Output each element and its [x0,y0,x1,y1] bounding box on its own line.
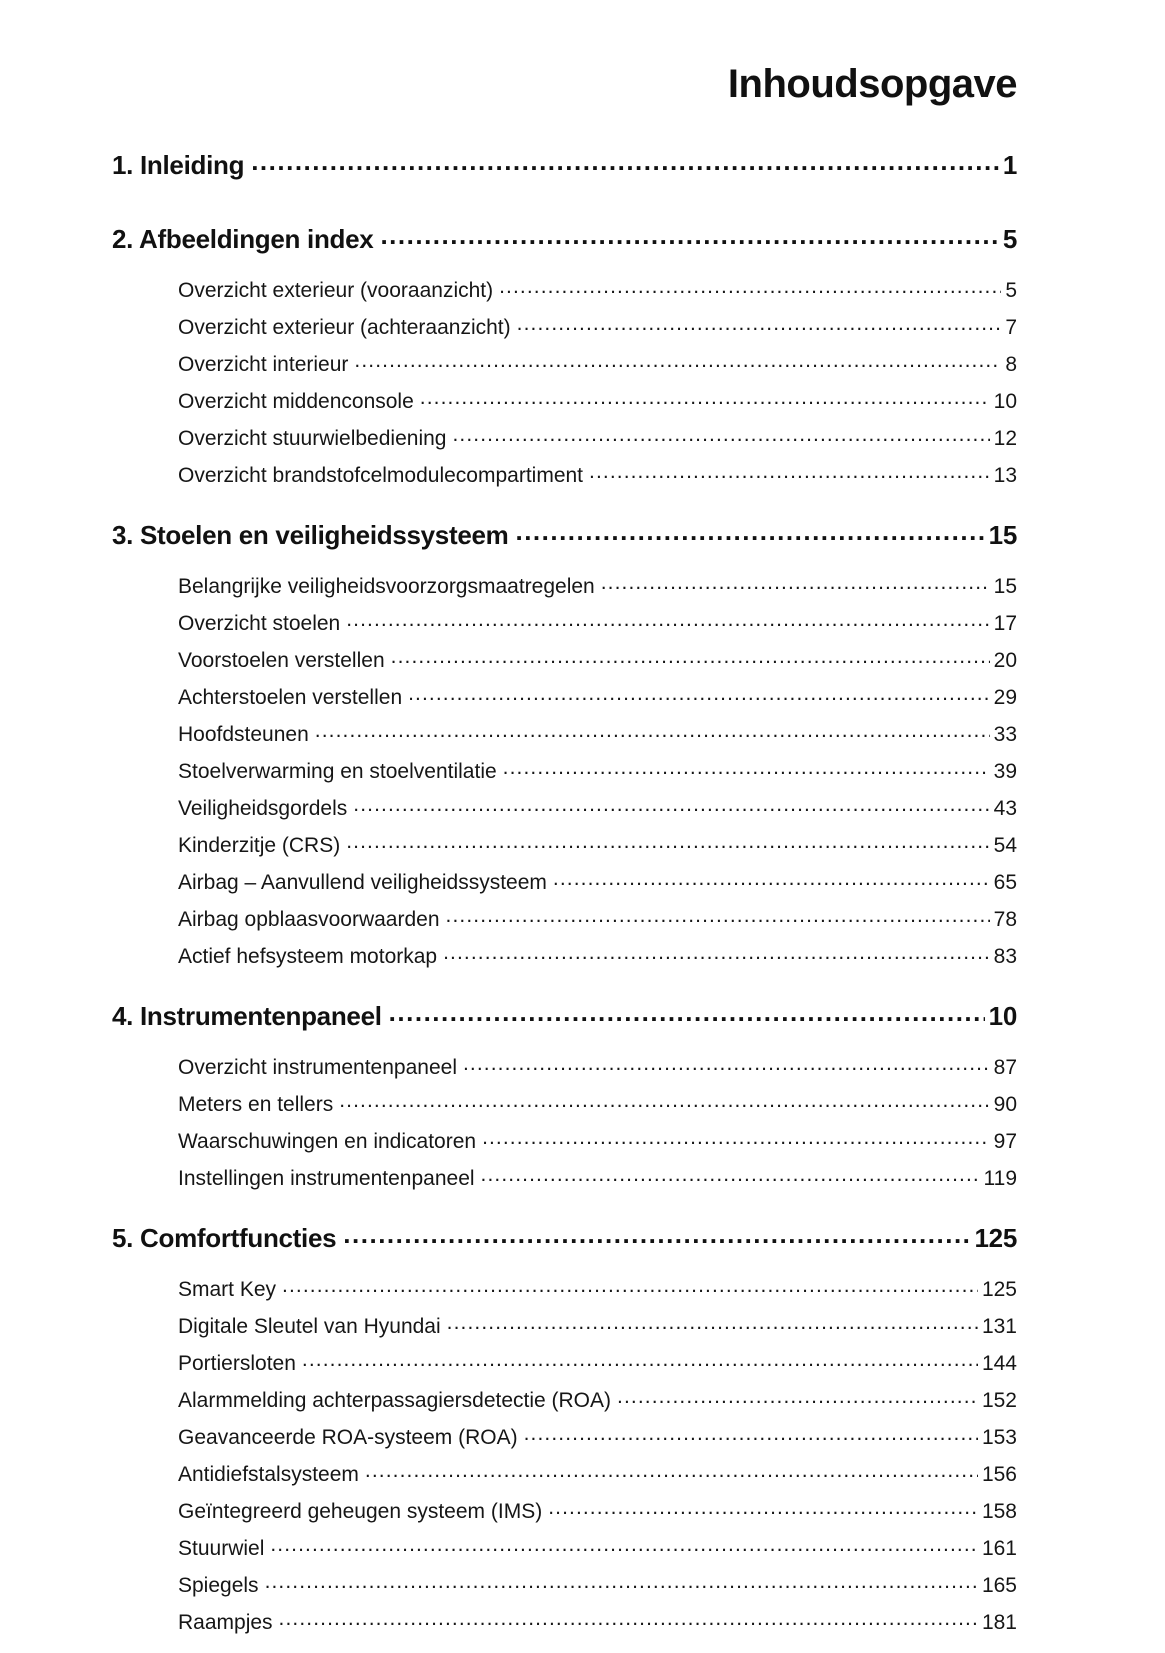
toc-chapter-block [112,518,1017,979]
toc-section-page-number: 54 [993,834,1017,857]
dot-leader [365,1460,978,1481]
toc-section-page-number: 10 [993,390,1017,413]
dot-leader [503,757,990,778]
toc-section-list [112,572,1017,979]
toc-chapter-block [112,1221,1017,1645]
toc-section-label: Overzicht brandstofcelmodulecompartiment [178,464,584,487]
dot-leader [265,1571,978,1592]
dot-leader [353,794,989,815]
toc-section-page-number: 7 [1005,316,1017,339]
toc-section-entry[interactable] [178,1571,1017,1608]
toc-section-page-number: 158 [981,1500,1017,1523]
toc-section-label: Overzicht exterieur (achteraanzicht) [178,316,511,339]
toc-section-entry[interactable] [178,831,1017,868]
toc-section-entry[interactable] [178,1312,1017,1349]
toc-section-page-number: 144 [981,1352,1017,1375]
toc-section-page-number: 5 [1005,279,1017,302]
toc-section-entry[interactable] [178,350,1017,387]
toc-section-page-number: 152 [981,1389,1017,1412]
dot-leader [420,387,990,408]
toc-chapter-label: 2. Afbeeldingen index [112,224,374,254]
toc-section-page-number: 90 [993,1093,1017,1116]
toc-section-label: Meters en tellers [178,1093,334,1116]
toc-chapter-page-number: 125 [974,1223,1017,1253]
toc-section-entry[interactable] [178,609,1017,646]
dot-leader [408,683,990,704]
toc-section-entry[interactable] [178,313,1017,350]
toc-section-entry[interactable] [178,572,1017,609]
toc-section-label: Veiligheidsgordels [178,797,348,820]
page-title: Inhoudsopgave [727,62,1017,106]
toc-section-page-number: 33 [993,723,1017,746]
toc-section-entry[interactable] [178,424,1017,461]
toc-chapter-label: 1. Inleiding [112,150,245,180]
table-of-contents [112,148,1017,1645]
dot-leader [499,276,1001,297]
toc-section-page-number: 161 [981,1537,1017,1560]
dot-leader [302,1349,978,1370]
toc-section-entry[interactable] [178,1164,1017,1201]
toc-section-page-number: 8 [1005,353,1017,376]
dot-leader [515,518,984,544]
toc-chapter-entry[interactable] [112,1221,1017,1275]
toc-chapter-block [112,999,1017,1201]
toc-section-entry[interactable] [178,1275,1017,1312]
toc-section-list [112,1275,1017,1645]
toc-section-label: Overzicht exterieur (vooraanzicht) [178,279,494,302]
toc-chapter-page-number: 15 [988,520,1017,550]
toc-section-page-number: 131 [981,1315,1017,1338]
toc-section-label: Waarschuwingen en indicatoren [178,1130,477,1153]
dot-leader [446,905,990,926]
toc-section-entry[interactable] [178,1497,1017,1534]
toc-section-label: Alarmmelding achterpassagiersdetectie (ROA) [178,1389,612,1412]
toc-section-page-number: 125 [981,1278,1017,1301]
toc-section-entry[interactable] [178,905,1017,942]
toc-section-label: Kinderzitje (CRS) [178,834,341,857]
toc-chapter-page-number: 5 [1002,224,1017,254]
toc-section-label: Belangrijke veiligheidsvoorzorgsmaatregelen [178,575,595,598]
toc-section-page-number: 153 [981,1426,1017,1449]
toc-chapter-label: 3. Stoelen en veiligheidssysteem [112,520,509,550]
toc-section-entry[interactable] [178,868,1017,905]
dot-leader [601,572,990,593]
toc-chapter-block [112,148,1017,202]
toc-section-entry[interactable] [178,1090,1017,1127]
toc-chapter-page-number: 1 [1002,150,1017,180]
toc-section-label: Actief hefsysteem motorkap [178,945,438,968]
toc-section-label: Stuurwiel [178,1537,265,1560]
toc-section-label: Geïntegreerd geheugen systeem (IMS) [178,1500,543,1523]
toc-section-label: Airbag – Aanvullend veiligheidssysteem [178,871,547,894]
toc-section-page-number: 156 [981,1463,1017,1486]
toc-section-label: Instellingen instrumentenpaneel [178,1167,475,1190]
toc-section-label: Spiegels [178,1574,259,1597]
toc-section-page-number: 17 [993,612,1017,635]
toc-chapter-entry[interactable] [112,222,1017,276]
toc-section-page-number: 87 [993,1056,1017,1079]
dot-leader [548,1497,978,1518]
dot-leader [343,1221,970,1247]
toc-section-label: Portiersloten [178,1352,296,1375]
toc-chapter-block [112,222,1017,498]
dot-leader [354,350,1001,371]
toc-section-label: Geavanceerde ROA-systeem (ROA) [178,1426,518,1449]
toc-section-page-number: 15 [993,575,1017,598]
toc-section-label: Digitale Sleutel van Hyundai [178,1315,441,1338]
toc-section-entry[interactable] [178,720,1017,757]
toc-section-entry[interactable] [178,757,1017,794]
dot-leader [452,424,989,445]
toc-section-entry[interactable] [178,1053,1017,1090]
toc-section-entry[interactable] [178,1127,1017,1164]
toc-section-page-number: 83 [993,945,1017,968]
dot-leader [443,942,990,963]
toc-section-label: Overzicht stuurwielbediening [178,427,447,450]
dot-leader [589,461,990,482]
toc-section-page-number: 20 [993,649,1017,672]
dot-leader [279,1608,978,1629]
toc-section-label: Overzicht middenconsole [178,390,414,413]
dot-leader [617,1386,978,1407]
toc-section-label: Overzicht instrumentenpaneel [178,1056,457,1079]
toc-section-list [112,276,1017,498]
toc-section-page-number: 78 [993,908,1017,931]
toc-section-label: Stoelverwarming en stoelventilatie [178,760,497,783]
toc-section-entry[interactable] [178,387,1017,424]
toc-section-label: Hoofdsteunen [178,723,309,746]
dot-leader [346,831,989,852]
toc-section-label: Airbag opblaasvoorwaarden [178,908,440,931]
dot-leader [380,222,998,248]
toc-section-page-number: 65 [993,871,1017,894]
dot-leader [282,1275,978,1296]
toc-section-page-number: 39 [993,760,1017,783]
toc-section-page-number: 119 [983,1167,1017,1190]
toc-section-page-number: 12 [993,427,1017,450]
toc-chapter-entry[interactable] [112,999,1017,1053]
dot-leader [482,1127,990,1148]
toc-section-entry[interactable] [178,646,1017,683]
toc-section-label: Smart Key [178,1278,277,1301]
toc-section-entry[interactable] [178,683,1017,720]
toc-section-entry[interactable] [178,794,1017,831]
toc-section-entry[interactable] [178,1386,1017,1423]
dot-leader [481,1164,980,1185]
dot-leader [315,720,990,741]
dot-leader [251,148,999,174]
toc-section-label: Achterstoelen verstellen [178,686,403,709]
toc-section-page-number: 97 [993,1130,1017,1153]
toc-chapter-entry[interactable] [112,148,1017,202]
toc-section-entry[interactable] [178,942,1017,979]
dot-leader [524,1423,978,1444]
toc-section-page-number: 181 [981,1611,1017,1634]
dot-leader [463,1053,990,1074]
toc-section-entry[interactable] [178,1608,1017,1645]
toc-chapter-label: 4. Instrumentenpaneel [112,1001,382,1031]
toc-section-label: Raampjes [178,1611,273,1634]
toc-section-entry[interactable] [178,1423,1017,1460]
dot-leader [517,313,1002,334]
toc-section-entry[interactable] [178,276,1017,313]
toc-section-entry[interactable] [178,1349,1017,1386]
toc-section-page-number: 165 [981,1574,1017,1597]
dot-leader [447,1312,978,1333]
toc-section-entry[interactable] [178,461,1017,498]
toc-section-entry[interactable] [178,1460,1017,1497]
dot-leader [346,609,989,630]
toc-section-label: Overzicht interieur [178,353,349,376]
toc-section-page-number: 29 [993,686,1017,709]
dot-leader [270,1534,978,1555]
dot-leader [553,868,990,889]
toc-chapter-label: 5. Comfortfuncties [112,1223,337,1253]
toc-chapter-page-number: 10 [988,1001,1017,1031]
toc-section-page-number: 43 [993,797,1017,820]
toc-chapter-entry[interactable] [112,518,1017,572]
toc-section-list [112,1053,1017,1201]
toc-section-label: Voorstoelen verstellen [178,649,385,672]
dot-leader [339,1090,989,1111]
toc-section-page-number: 13 [993,464,1017,487]
dot-leader [389,999,985,1025]
dot-leader [391,646,990,667]
toc-section-label: Overzicht stoelen [178,612,341,635]
toc-section-entry[interactable] [178,1534,1017,1571]
toc-section-label: Antidiefstalsysteem [178,1463,359,1486]
